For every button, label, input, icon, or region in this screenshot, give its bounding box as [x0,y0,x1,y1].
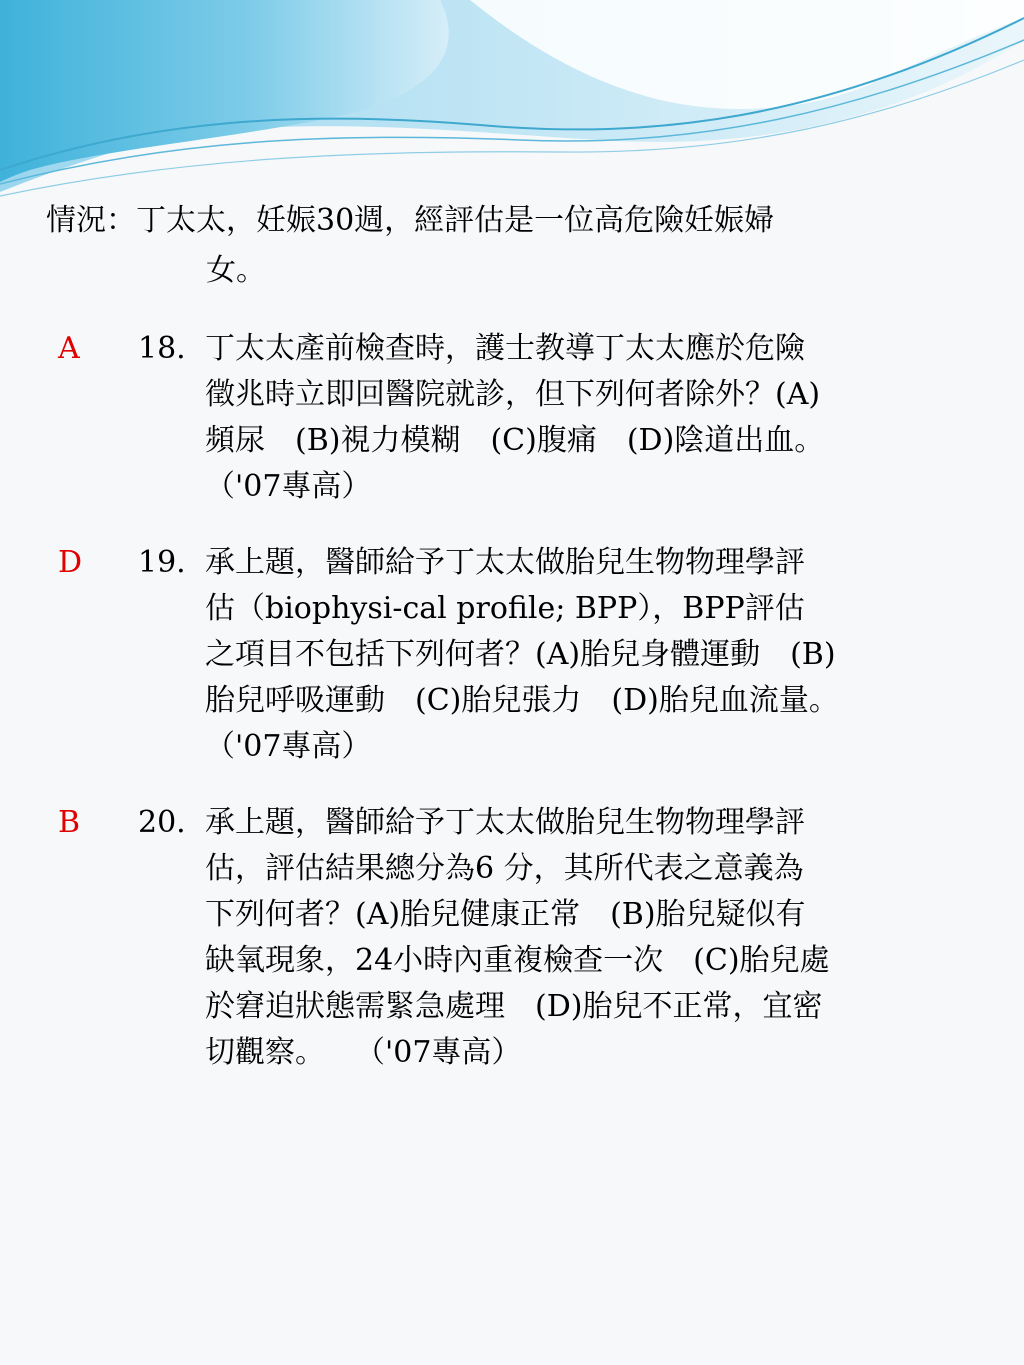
question-line: 承上題，醫師給予丁太太做胎兒生物物理學評 [205,545,805,580]
question-line: 之項目不包括下列何者？(A)胎兒身體運動 (B) [205,637,836,672]
question-text [205,326,995,510]
question-line: 缺氧現象，24小時內重複檢查一次 (C)胎兒處 [205,943,830,978]
question-line: 承上題，醫師給予丁太太做胎兒生物物理學評 [205,805,805,840]
answer-label: D [58,545,83,580]
scenario-line-2: 女。 [206,253,266,288]
question-line: 估，評估結果總分為6 分，其所代表之意義為 [205,851,804,886]
question-line: 於窘迫狀態需緊急處理 (D)胎兒不正常，宜密 [205,989,823,1024]
scenario-line-1: 情況：丁太太，妊娠30週，經評估是一位高危險妊娠婦 [46,203,775,238]
question-text [205,540,995,770]
question-line: （'07專高） [205,469,372,504]
question-line: 估（biophysi-cal profile; BPP），BPP評估 [205,591,805,626]
question-line: 丁太太產前檢查時，護士教導丁太太應於危險 [205,331,805,366]
answer-label: B [58,805,81,840]
question-number: 19. [138,545,186,580]
question-number: 20. [138,805,186,840]
question-text [205,800,995,1076]
question-line: 胎兒呼吸運動 (C)胎兒張力 (D)胎兒血流量。 [205,683,839,718]
scenario-text [46,196,976,296]
question-line: 徵兆時立即回醫院就診，但下列何者除外？(A) [205,377,821,412]
answer-label: A [58,331,80,366]
question-number: 18. [138,331,186,366]
question-line: 頻尿 (B)視力模糊 (C)腹痛 (D)陰道出血。 [205,423,825,458]
question-line: 切觀察。 （'07專高） [205,1035,522,1070]
question-line: 下列何者？(A)胎兒健康正常 (B)胎兒疑似有 [205,897,806,932]
question-line: （'07專高） [205,729,372,764]
